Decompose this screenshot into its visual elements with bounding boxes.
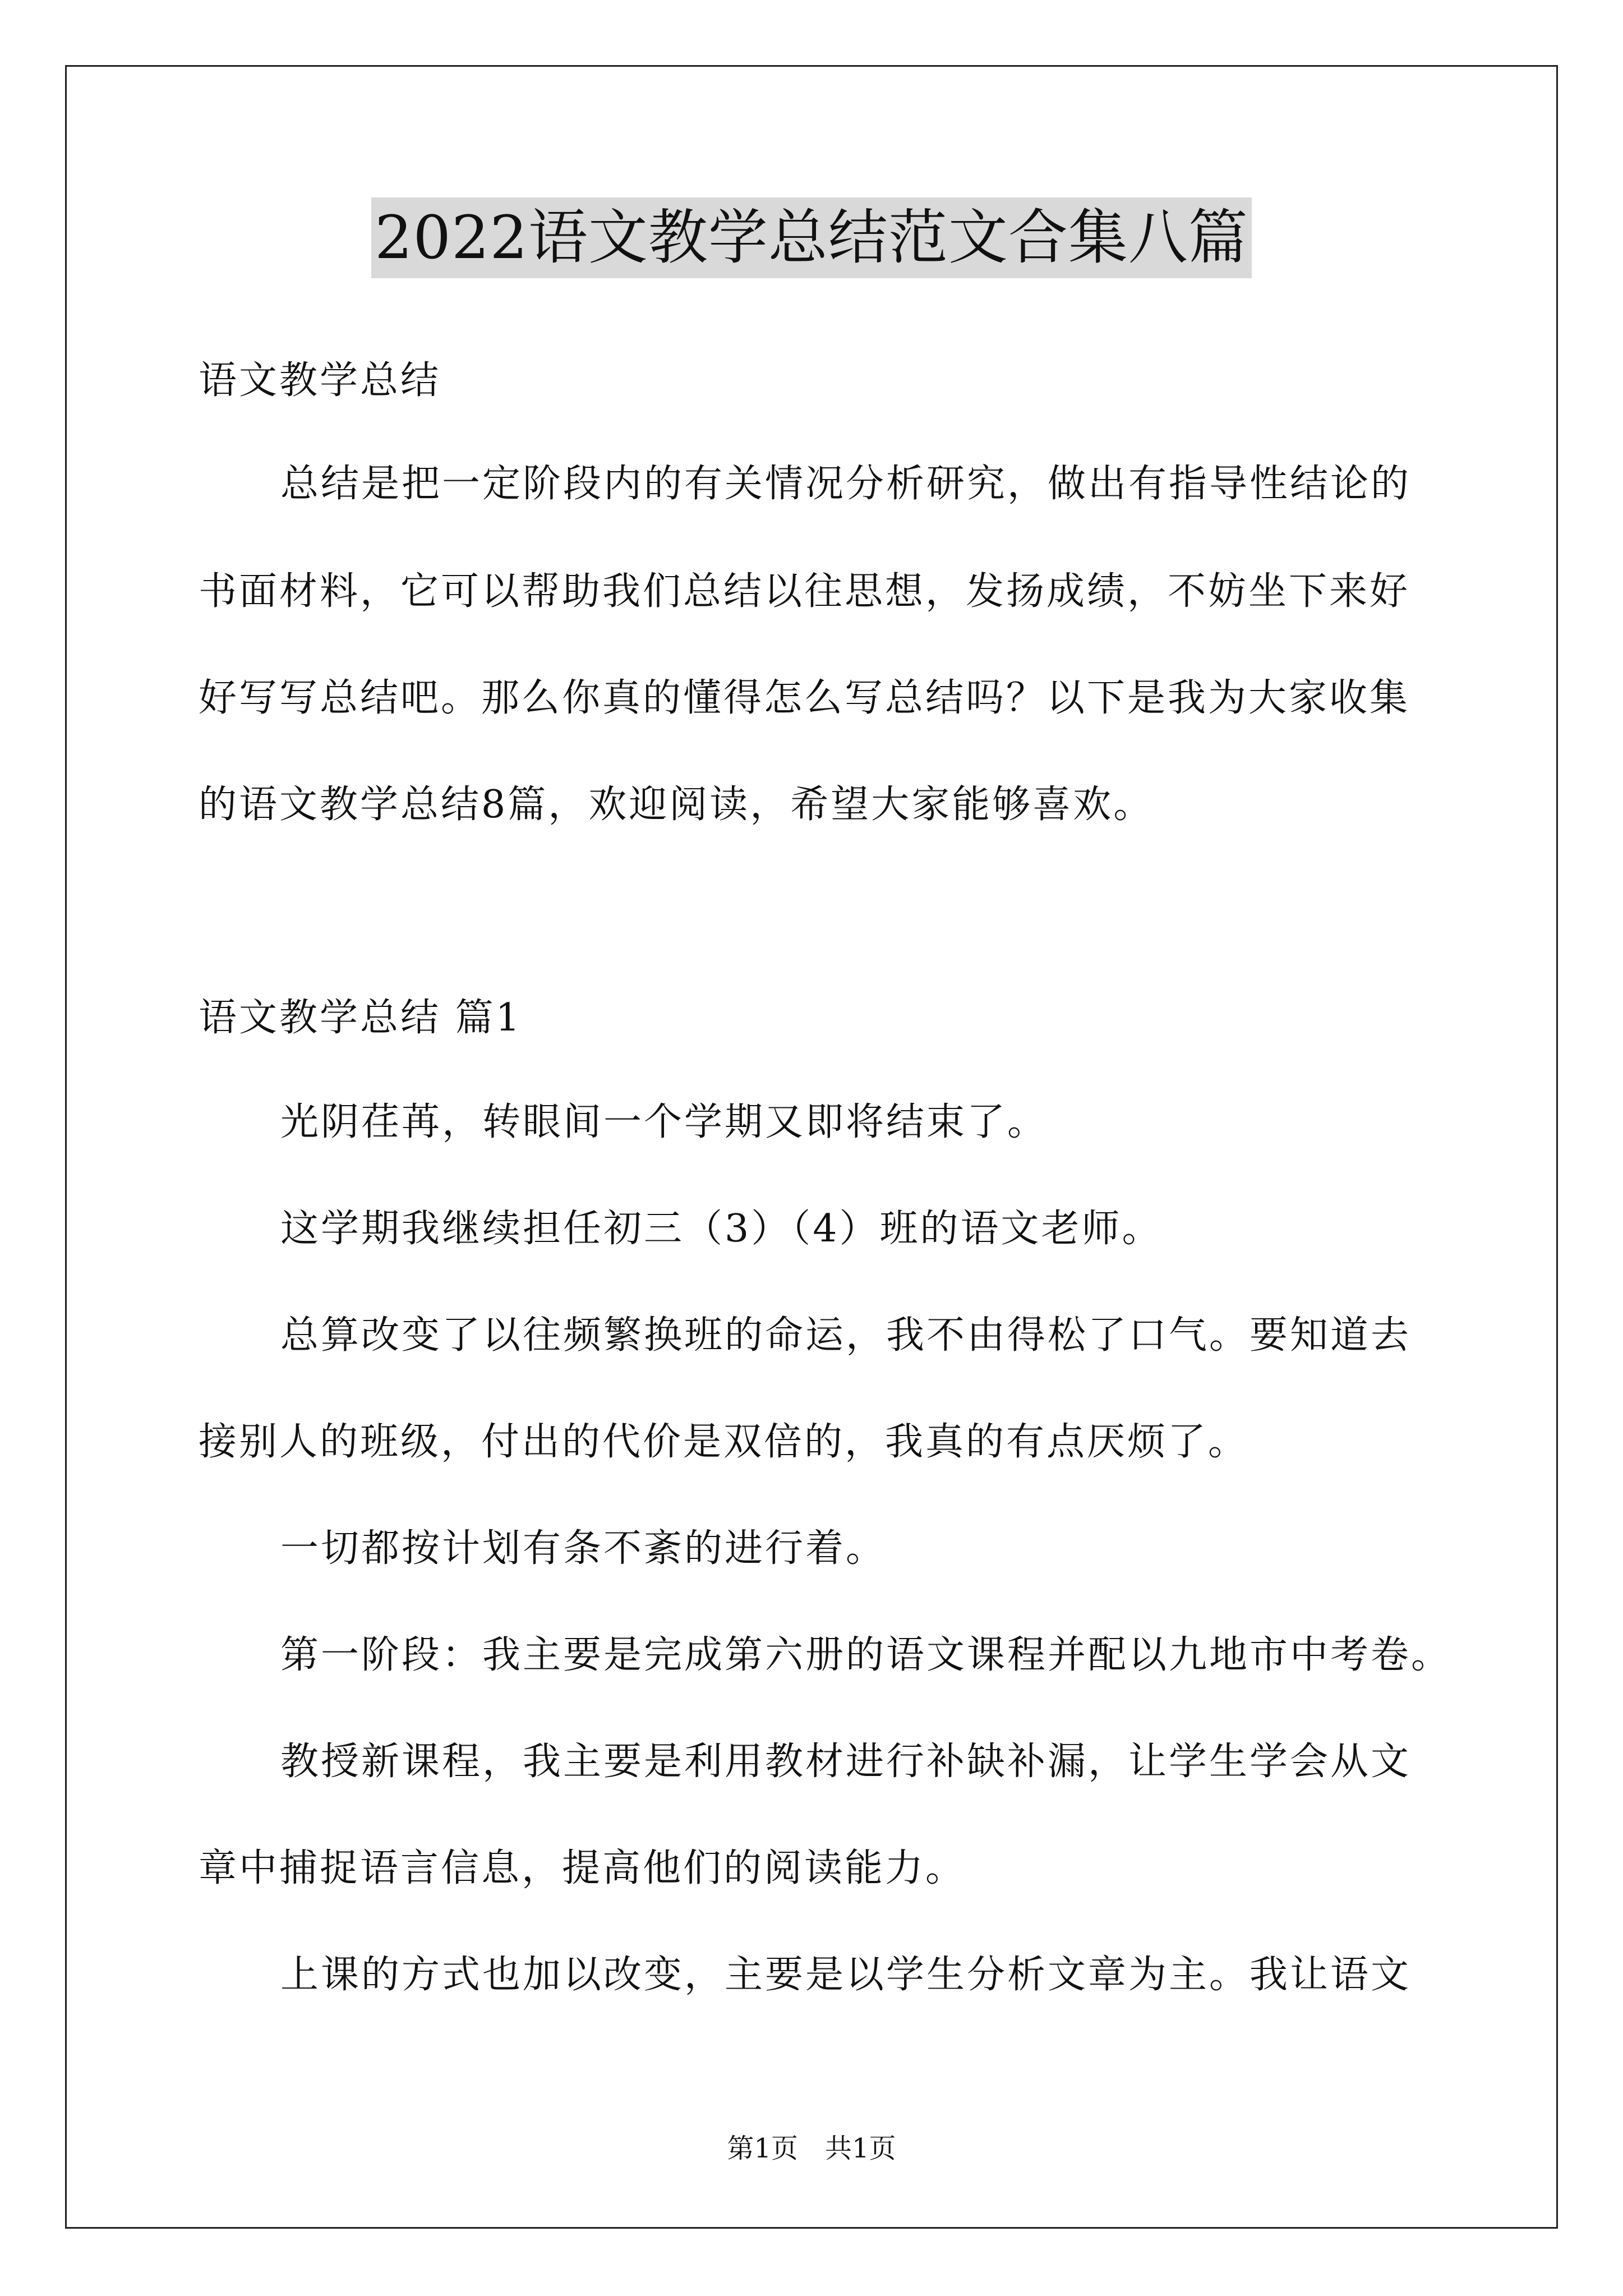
paragraph-line: 第一阶段：我主要是完成第六册的语文课程并配以九地市中考卷。 <box>280 1633 1452 1677</box>
paragraph-line: 章中捕捉语言信息，提高他们的阅读能力。 <box>199 1846 966 1890</box>
paragraph-line: 上课的方式也加以改变，主要是以学生分析文章为主。我让语文 <box>280 1953 1412 1997</box>
paragraph-line: 这学期我继续担任初三（3）（4）班的语文老师。 <box>280 1207 1163 1251</box>
paragraph-line: 的语文教学总结8篇，欢迎阅读，希望大家能够喜欢。 <box>199 783 1154 827</box>
page-footer: 第1页 共1页 <box>727 2133 896 2164</box>
paragraph-line: 好写写总结吧。那么你真的懂得怎么写总结吗？以下是我为大家收集 <box>199 676 1410 720</box>
paragraph-line: 教授新课程，我主要是利用教材进行补缺补漏，让学生学会从文 <box>280 1740 1412 1784</box>
section-heading: 语文教学总结 篇1 <box>199 996 522 1040</box>
document-title: 2022语文教学总结范文合集八篇 <box>371 197 1252 278</box>
title-wrap <box>0 197 1623 278</box>
paragraph-line: 接别人的班级，付出的代价是双倍的，我真的有点厌烦了。 <box>199 1420 1249 1464</box>
paragraph-line: 光阴荏苒，转眼间一个学期又即将结束了。 <box>280 1100 1048 1144</box>
paragraph-line: 总结是把一定阶段内的有关情况分析研究，做出有指导性结论的 <box>280 462 1412 506</box>
paragraph-line: 总算改变了以往频繁换班的命运，我不由得松了口气。要知道去 <box>280 1313 1412 1358</box>
paragraph-line: 书面材料，它可以帮助我们总结以往思想，发扬成绩，不妨坐下来好 <box>199 569 1410 614</box>
section-heading: 语文教学总结 <box>199 358 441 403</box>
paragraph-line: 一切都按计划有条不紊的进行着。 <box>280 1526 887 1571</box>
